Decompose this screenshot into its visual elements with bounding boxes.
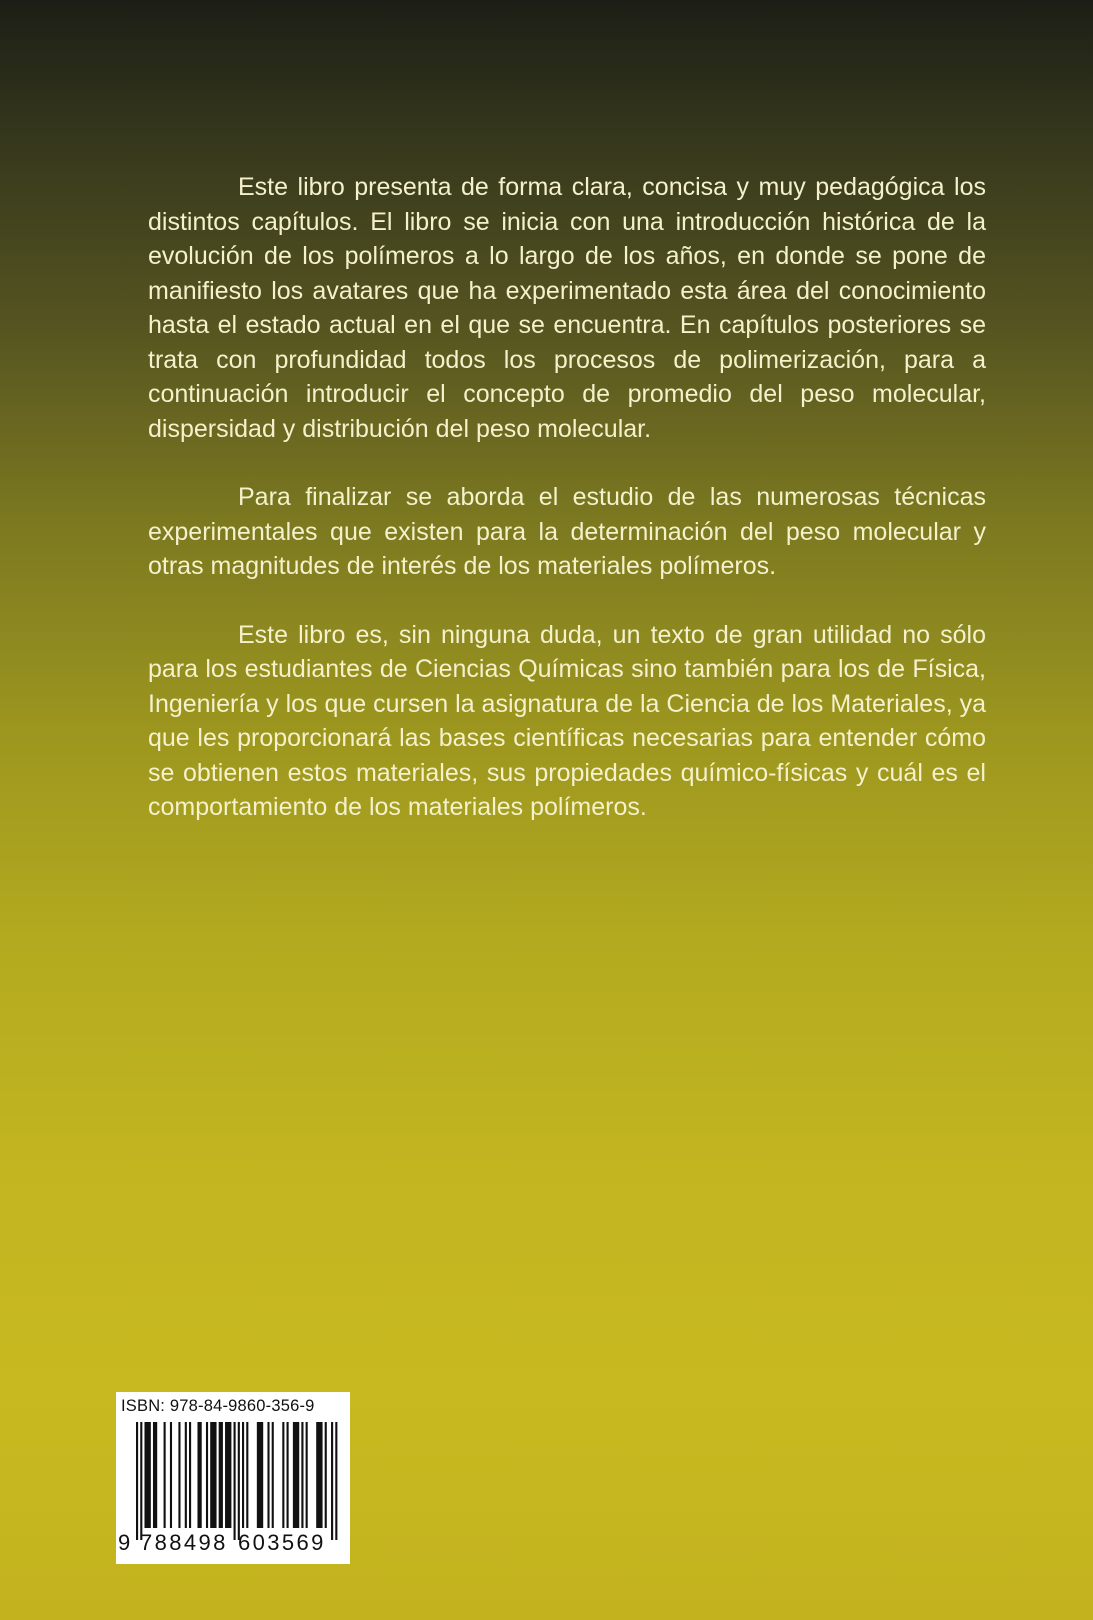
barcode-bar (331, 1422, 333, 1540)
barcode-bar (287, 1422, 289, 1528)
barcode-bar (293, 1422, 299, 1528)
barcode-bar (178, 1422, 180, 1528)
barcode-bar (301, 1422, 303, 1528)
barcode-bar (282, 1422, 284, 1528)
barcode-bar (225, 1422, 231, 1528)
barcode-bar (234, 1422, 236, 1540)
barcode-bar (210, 1422, 216, 1528)
barcode-bar (335, 1422, 337, 1540)
barcode-bar (325, 1422, 327, 1528)
barcode-bar (257, 1422, 263, 1528)
blurb-paragraph-2: Para finalizar se aborda el estudio de las numerosas técnicas experimentales que existen para la determinación del peso molecular y otras magnitudes de interés de los materiales polímeros. (148, 483, 986, 580)
barcode-bar (267, 1422, 269, 1528)
barcode-bar (164, 1422, 166, 1528)
barcode-bar (272, 1422, 274, 1528)
barcode-bar (136, 1422, 138, 1540)
blurb-paragraph-3: Este libro es, sin ninguna duda, un texto de gran utilidad no sólo para los estudiantes de Ciencias Químicas sino también para los de Física, Ingeniería y los que cursen la asignatura de la Ciencia de los Materiales, ya que les proporcionará las bases científicas necesarias para entender cómo se obtienen estos materiales, sus propiedades químico-físicas y cuál es el comportamiento de los materiales polímeros. (148, 620, 986, 821)
ean-first-digit: 9 (118, 1530, 131, 1555)
barcode-bar (197, 1422, 201, 1528)
barcode-bar (140, 1422, 142, 1540)
barcode-bar (238, 1422, 240, 1540)
barcode-bar (316, 1422, 322, 1528)
blurb-paragraph-1: Este libro presenta de forma clara, concisa y muy pedagógica los distintos capítulos. El libro se inicia con una introducción histórica de la evolución de los polímeros a lo largo de los años, en donde se pone de manifiesto los avatares que ha experimentado esta área del conocimiento hasta el estado actual en el que se encuentra. En capítulos posteriores se trata con profundidad todos los procesos de polimerización, para a continuación introducir el concepto de promedio del peso molecular, dispersidad y distribución del peso molecular. (148, 173, 986, 443)
ean-left-group: 788498 (140, 1530, 228, 1555)
barcode-bar (144, 1422, 150, 1528)
barcode-bar (185, 1422, 187, 1528)
ean-right-group: 603569 (238, 1530, 326, 1555)
isbn-barcode-label (116, 1392, 350, 1564)
barcode-bar (206, 1422, 208, 1528)
barcode-bar (170, 1422, 172, 1528)
barcode-bar (246, 1422, 248, 1528)
barcode-bar (242, 1422, 244, 1528)
barcode-bar (306, 1422, 308, 1528)
barcode-bar (219, 1422, 223, 1528)
barcode-bar (153, 1422, 157, 1528)
back-cover-blurb (148, 170, 986, 859)
isbn-text: ISBN: 978-84-9860-356-9 (121, 1397, 315, 1415)
barcode-bar (189, 1422, 191, 1528)
